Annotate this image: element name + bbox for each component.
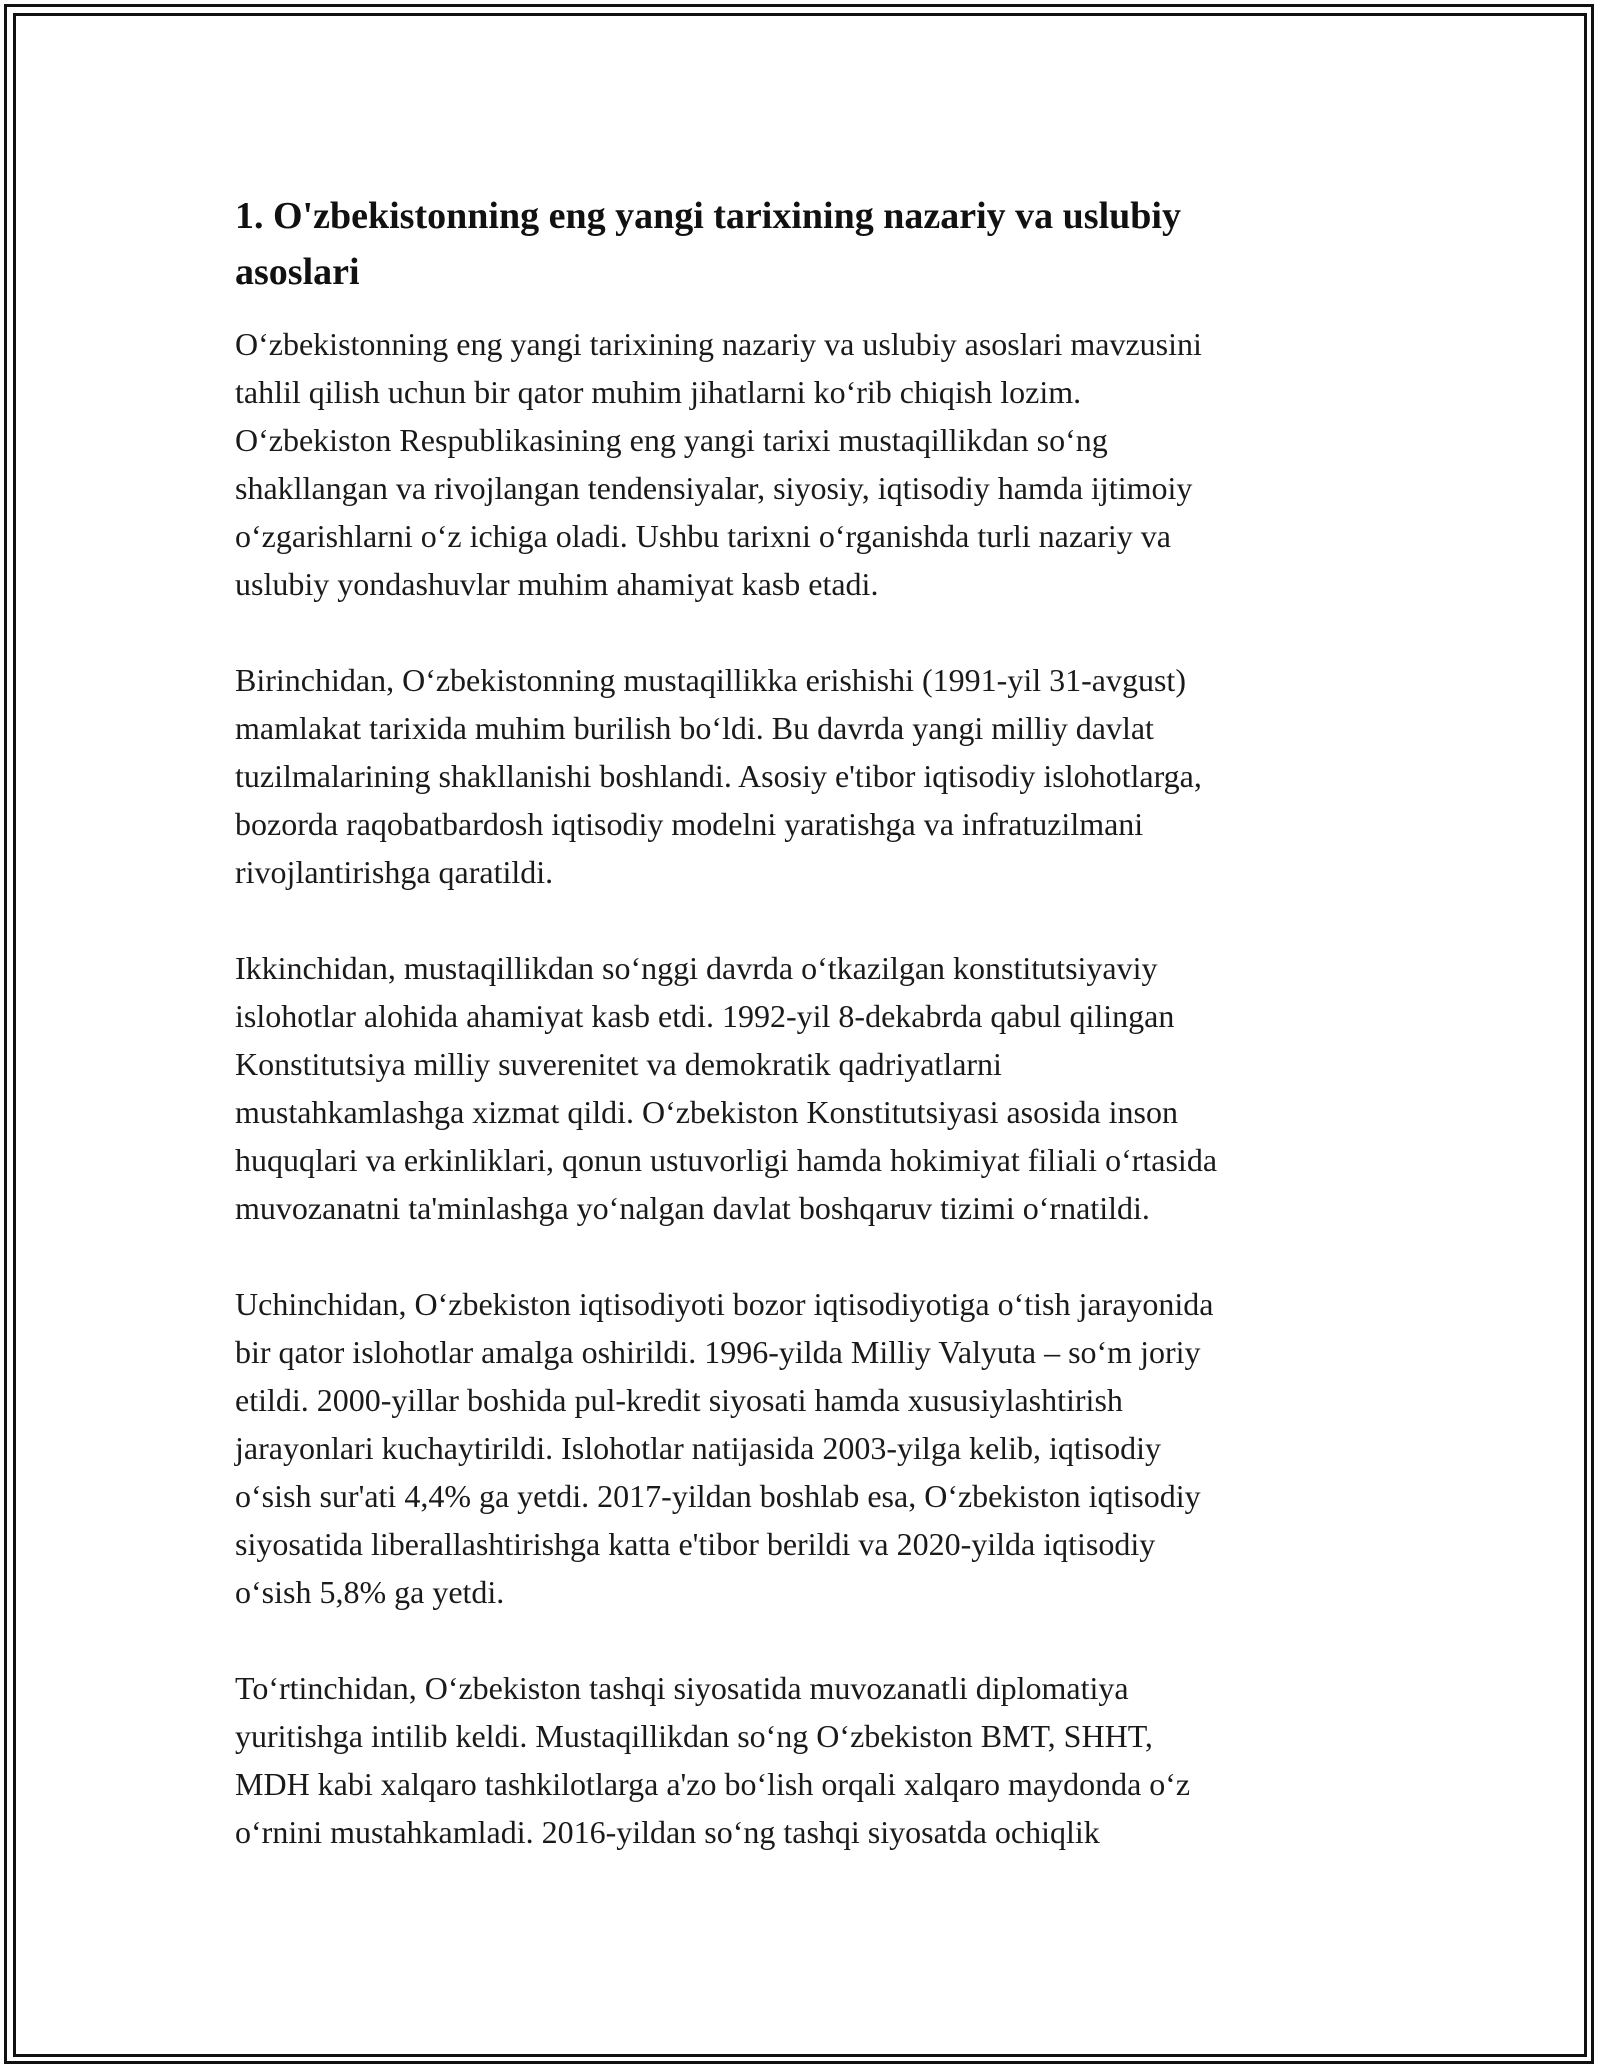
paragraph-line: bir qator islohotlar amalga oshirildi. 1996-yilda Milliy Valyuta – so‘m joriy (235, 1334, 1201, 1370)
paragraph-second-point (235, 944, 1365, 1232)
paragraph-intro (235, 320, 1365, 608)
paragraph-line: To‘rtinchidan, O‘zbekiston tashqi siyosatida muvozanatli diplomatiya (235, 1670, 1129, 1706)
document-body (235, 188, 1365, 1904)
paragraph-line: siyosatida liberallashtirishga katta e'tibor berildi va 2020-yilda iqtisodiy (235, 1526, 1156, 1562)
paragraph-line: islohotlar alohida ahamiyat kasb etdi. 1992-yil 8-dekabrda qabul qilingan (235, 998, 1175, 1034)
section-heading (235, 188, 1365, 300)
paragraph-fourth-point (235, 1664, 1365, 1856)
paragraph-line: o‘zgarishlarni o‘z ichiga oladi. Ushbu tarixni o‘rganishda turli nazariy va (235, 518, 1171, 554)
paragraph-line: Birinchidan, O‘zbekistonning mustaqillikka erishishi (1991-yil 31-avgust) (235, 662, 1186, 698)
paragraph-line: O‘zbekistonning eng yangi tarixining nazariy va uslubiy asoslari mavzusini (235, 326, 1202, 362)
paragraph-line: MDH kabi xalqaro tashkilotlarga a'zo bo‘lish orqali xalqaro maydonda o‘z (235, 1766, 1191, 1802)
paragraph-line: Konstitutsiya milliy suverenitet va demokratik qadriyatlarni (235, 1046, 1002, 1082)
paragraph-line: uslubiy yondashuvlar muhim ahamiyat kasb etadi. (235, 566, 879, 602)
paragraph-line: tuzilmalarining shakllanishi boshlandi. Asosiy e'tibor iqtisodiy islohotlarga, (235, 758, 1202, 794)
heading-line: asoslari (235, 251, 360, 293)
heading-line: 1. O'zbekistonning eng yangi tarixining nazariy va uslubiy (235, 195, 1181, 237)
paragraph-line: o‘sish 5,8% ga yetdi. (235, 1574, 505, 1610)
paragraph-line: rivojlantirishga qaratildi. (235, 854, 554, 890)
paragraph-line: O‘zbekiston Respublikasining eng yangi tarixi mustaqillikdan so‘ng (235, 422, 1108, 458)
paragraph-line: shakllangan va rivojlangan tendensiyalar, siyosiy, iqtisodiy hamda ijtimoiy (235, 470, 1193, 506)
paragraph-line: tahlil qilish uchun bir qator muhim jihatlarni ko‘rib chiqish lozim. (235, 374, 1082, 410)
paragraph-line: Uchinchidan, O‘zbekiston iqtisodiyoti bozor iqtisodiyotiga o‘tish jarayonida (235, 1286, 1214, 1322)
paragraph-line: o‘sish sur'ati 4,4% ga yetdi. 2017-yildan boshlab esa, O‘zbekiston iqtisodiy (235, 1478, 1201, 1514)
paragraph-line: yuritishga intilib keldi. Mustaqillikdan so‘ng O‘zbekiston BMT, SHHT, (235, 1718, 1153, 1754)
paragraph-first-point (235, 656, 1365, 896)
paragraph-line: muvozanatni ta'minlashga yo‘nalgan davlat boshqaruv tizimi o‘rnatildi. (235, 1190, 1150, 1226)
paragraph-third-point (235, 1280, 1365, 1616)
paragraph-line: etildi. 2000-yillar boshida pul-kredit siyosati hamda xususiylashtirish (235, 1382, 1123, 1418)
paragraph-line: jarayonlari kuchaytirildi. Islohotlar natijasida 2003-yilga kelib, iqtisodiy (235, 1430, 1162, 1466)
paragraph-line: mamlakat tarixida muhim burilish bo‘ldi. Bu davrda yangi milliy davlat (235, 710, 1154, 746)
paragraph-line: Ikkinchidan, mustaqillikdan so‘nggi davrda o‘tkazilgan konstitutsiyaviy (235, 950, 1158, 986)
paragraph-line: o‘rnini mustahkamladi. 2016-yildan so‘ng tashqi siyosatda ochiqlik (235, 1814, 1100, 1850)
paragraph-line: huquqlari va erkinliklari, qonun ustuvorligi hamda hokimiyat filiali o‘rtasida (235, 1142, 1218, 1178)
paragraph-line: mustahkamlashga xizmat qildi. O‘zbekiston Konstitutsiyasi asosida inson (235, 1094, 1178, 1130)
paragraph-line: bozorda raqobatbardosh iqtisodiy modelni yaratishga va infratuzilmani (235, 806, 1144, 842)
